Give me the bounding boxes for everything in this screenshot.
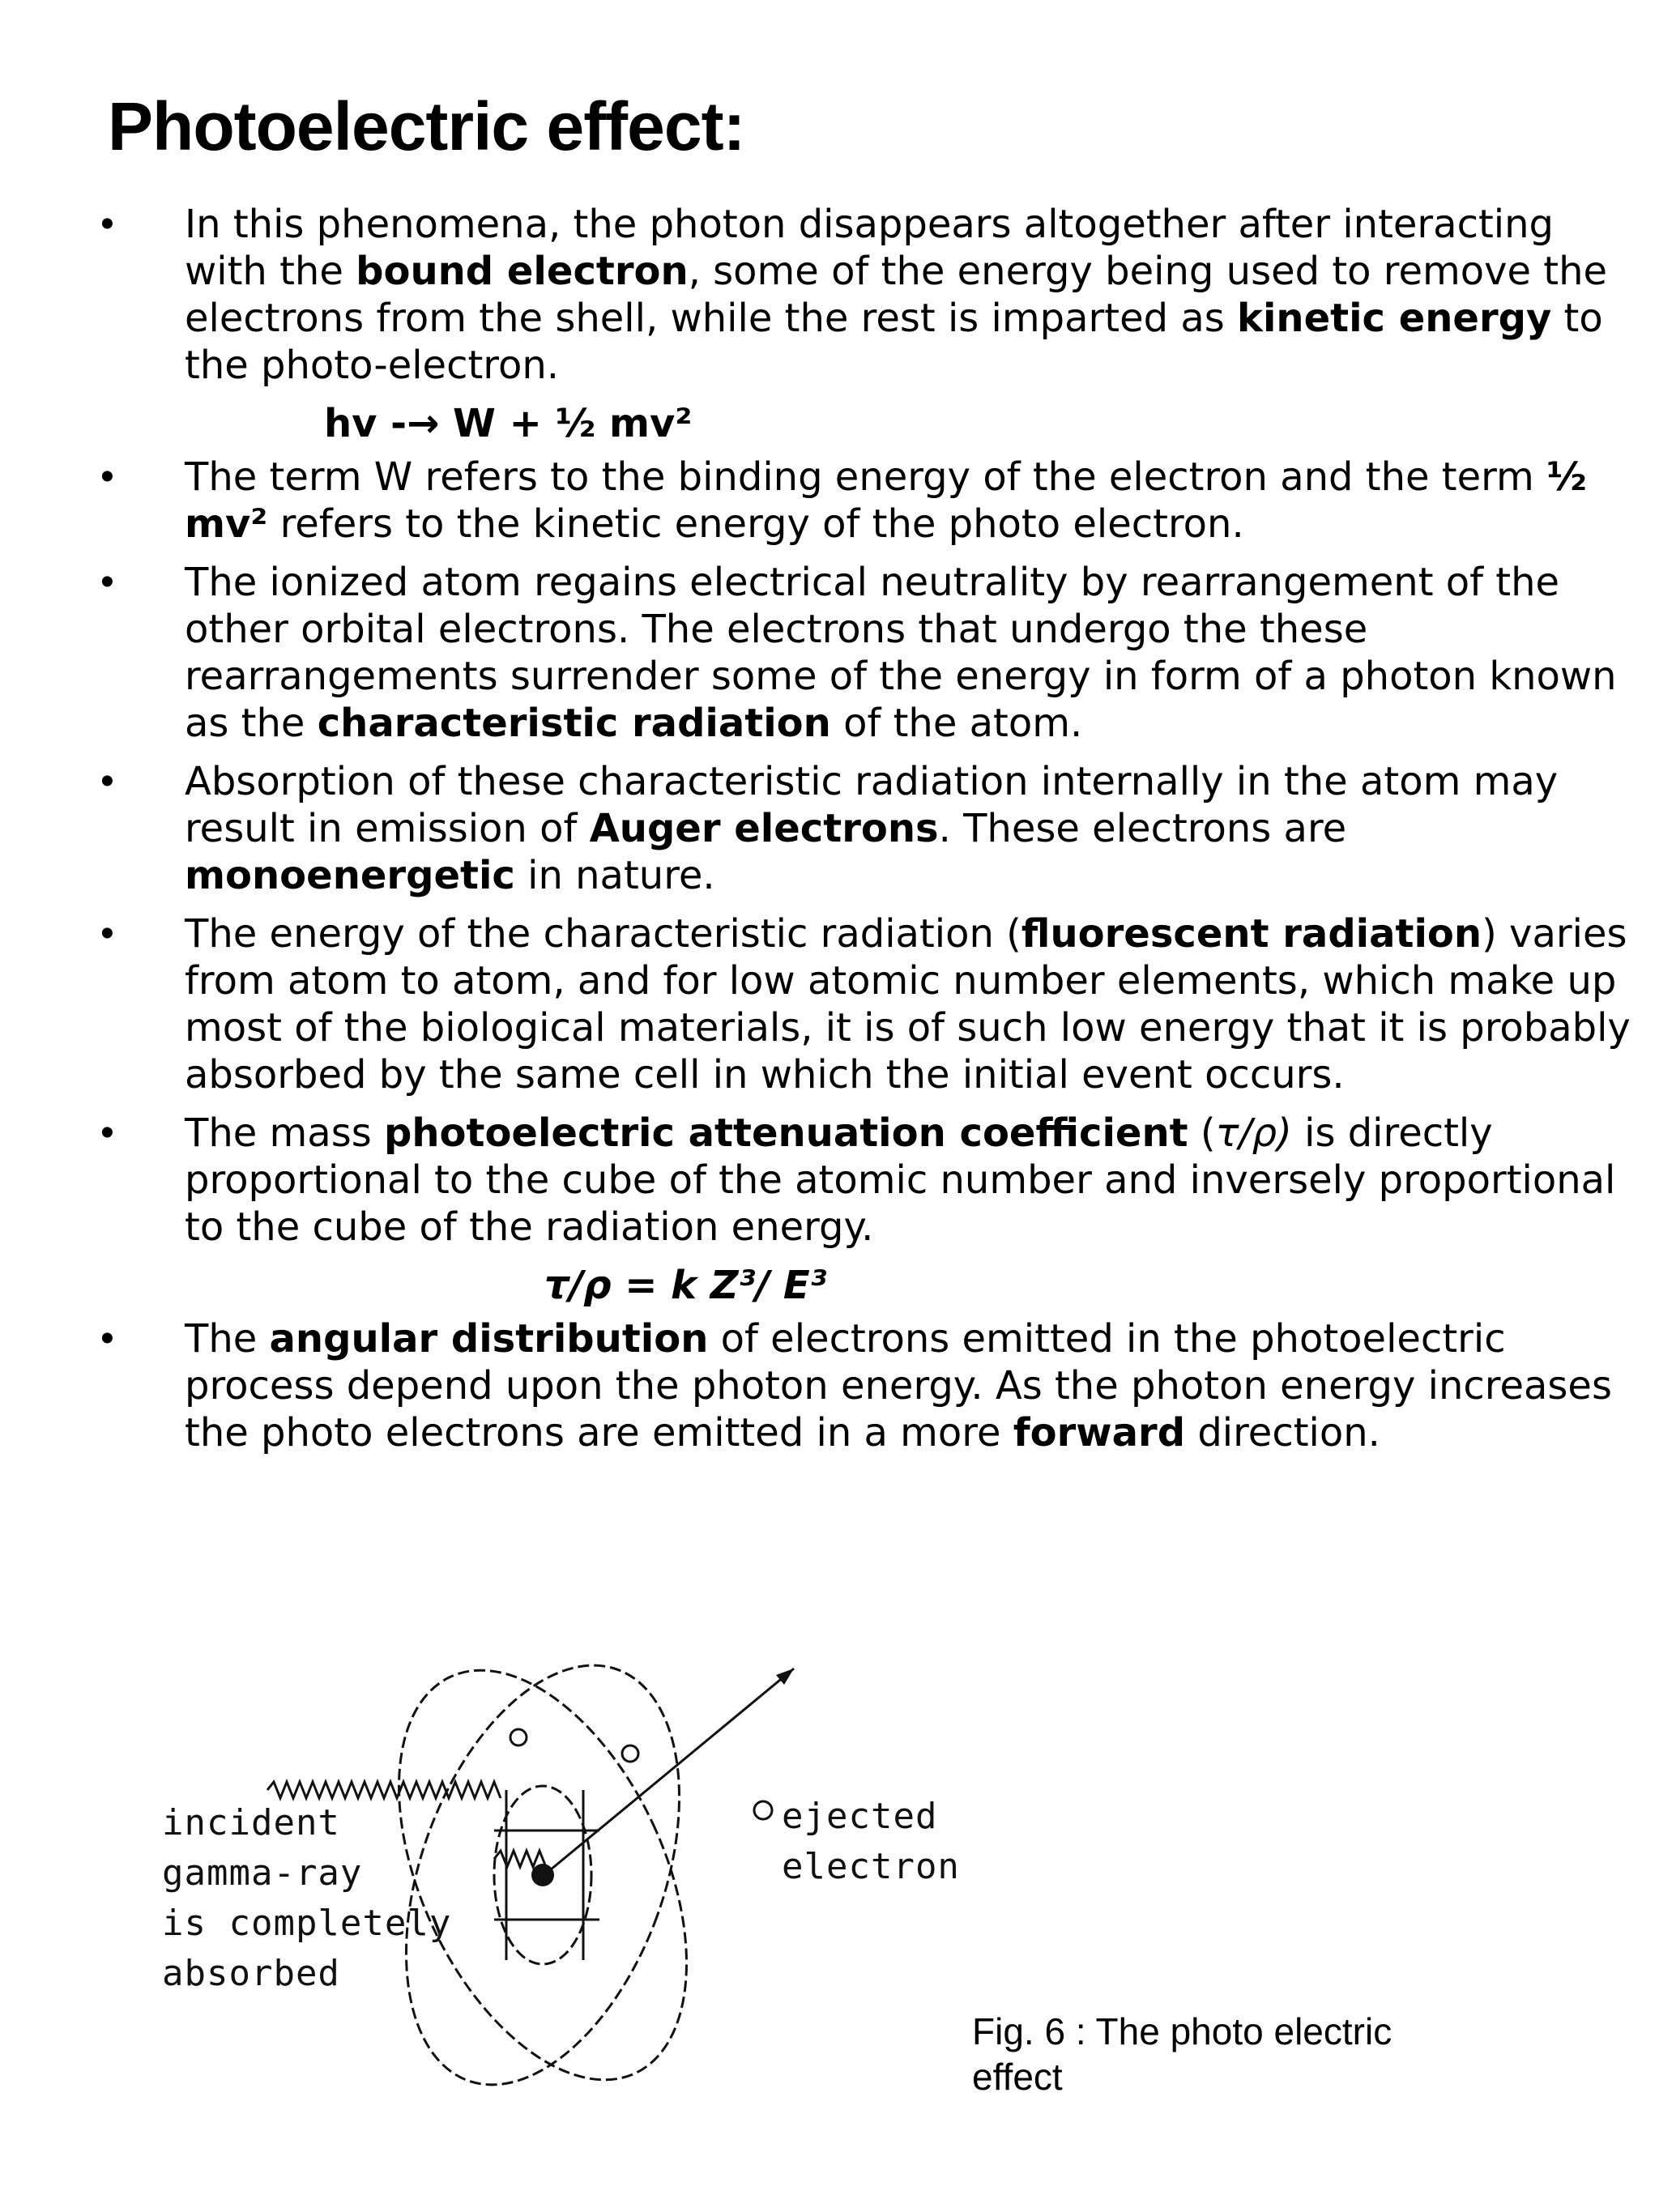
electron-icon <box>754 1801 772 1819</box>
text-run: The ionized atom regains electrical neutrality by rearrangement of the other orbital electrons. The electrons that undergo the these rearrangements surrender some of the energy in form of a photon known as the <box>185 560 1617 746</box>
bullet-icon: • <box>100 1317 114 1360</box>
text-run: ( <box>1188 1110 1216 1156</box>
text-run: ) varies from atom to atom, and for low atomic number elements, which make up most of the biological materials, it is of such low energy that it is probably absorbed by the same cell in which the initial event occurs. <box>185 911 1631 1097</box>
bold-term: photoelectric attenuation coefficient <box>383 1110 1188 1156</box>
text-run: . These electrons are <box>938 806 1347 851</box>
item-text <box>185 758 1643 899</box>
bold-term: monoenergetic <box>185 853 515 898</box>
photoelectric-figure <box>146 1652 960 2106</box>
list-item <box>0 1315 1643 1456</box>
text-run: The <box>185 1316 270 1362</box>
bullet-icon: • <box>100 202 114 245</box>
label-line: incident <box>162 1802 340 1843</box>
bold-term: characteristic radiation <box>317 701 831 746</box>
bold-term: ½ mv² <box>185 454 1587 547</box>
text-run: In this phenomena, the photon disappears altogether after interacting with the <box>185 202 1555 294</box>
equation-photoelectric: hv -→ W + ½ mv² <box>324 401 693 446</box>
label-line: ejected <box>782 1796 938 1837</box>
ejected-label <box>782 1792 960 1892</box>
bullet-icon: • <box>100 455 114 498</box>
bold-term: bound electron <box>356 249 689 294</box>
gamma-ray-wave-icon <box>267 1782 501 1798</box>
text-run: The mass <box>185 1110 384 1156</box>
text-run: Absorption of these characteristic radiation internally in the atom may result in emission of <box>185 759 1559 851</box>
list-item <box>0 454 1643 548</box>
text-run: , some of the energy being used to remove the electrons from the shell, while the rest is imparted as <box>185 249 1608 341</box>
list-item <box>0 201 1643 389</box>
bold-term: angular distribution <box>269 1316 709 1362</box>
bold-term: Auger electrons <box>589 806 939 851</box>
item-text <box>185 1110 1643 1251</box>
text-run: The term W refers to the binding energy of the electron and the term <box>185 454 1547 500</box>
item-text <box>185 201 1643 389</box>
label-line: absorbed <box>162 1953 340 1994</box>
text-run: direction. <box>1185 1410 1380 1455</box>
text-run: τ/ρ) <box>1215 1110 1292 1156</box>
list-item <box>0 559 1643 747</box>
bullet-list <box>0 201 1659 1468</box>
text-run: to the photo-electron. <box>185 296 1603 388</box>
bullet-icon: • <box>100 1111 114 1154</box>
bullet-icon: • <box>100 560 114 603</box>
ejection-path <box>541 1669 794 1877</box>
electron-icon <box>510 1729 527 1745</box>
bold-term: forward <box>1013 1410 1186 1455</box>
text-run: of the atom. <box>830 701 1083 746</box>
bullet-icon: • <box>100 760 114 803</box>
item-text <box>185 454 1643 548</box>
text-run: in nature. <box>514 853 715 898</box>
text-run: is directly proportional to the cube of the atomic number and inversely proportional to the cube of the radiation energy. <box>185 1110 1616 1250</box>
electron-icon <box>622 1745 638 1762</box>
list-item <box>0 910 1643 1098</box>
text-run: The energy of the characteristic radiation ( <box>185 911 1021 957</box>
label-line: gamma-ray <box>162 1852 363 1894</box>
item-text <box>185 559 1643 747</box>
bold-term: fluorescent radiation <box>1021 911 1482 957</box>
equation-attenuation: τ/ρ = k Z³/ E³ <box>544 1263 827 1308</box>
figure-caption: Fig. 6 : The photo electric effect <box>972 2010 1392 2098</box>
incident-label <box>162 1798 451 1999</box>
item-text <box>185 910 1643 1098</box>
list-item <box>0 758 1643 899</box>
page-title: Photoelectric effect: <box>108 88 745 164</box>
label-line: is completely <box>162 1903 452 1944</box>
item-text <box>185 1315 1643 1456</box>
bullet-icon: • <box>100 912 114 955</box>
text-run: of electrons emitted in the photoelectric process depend upon the photon energy. As the photon energy increases the photo electrons are emitted in a more <box>185 1316 1612 1455</box>
label-line: electron <box>782 1846 960 1887</box>
text-run: refers to the kinetic energy of the photo electron. <box>267 501 1244 547</box>
list-item <box>0 1110 1643 1251</box>
bold-term: kinetic energy <box>1237 296 1552 341</box>
